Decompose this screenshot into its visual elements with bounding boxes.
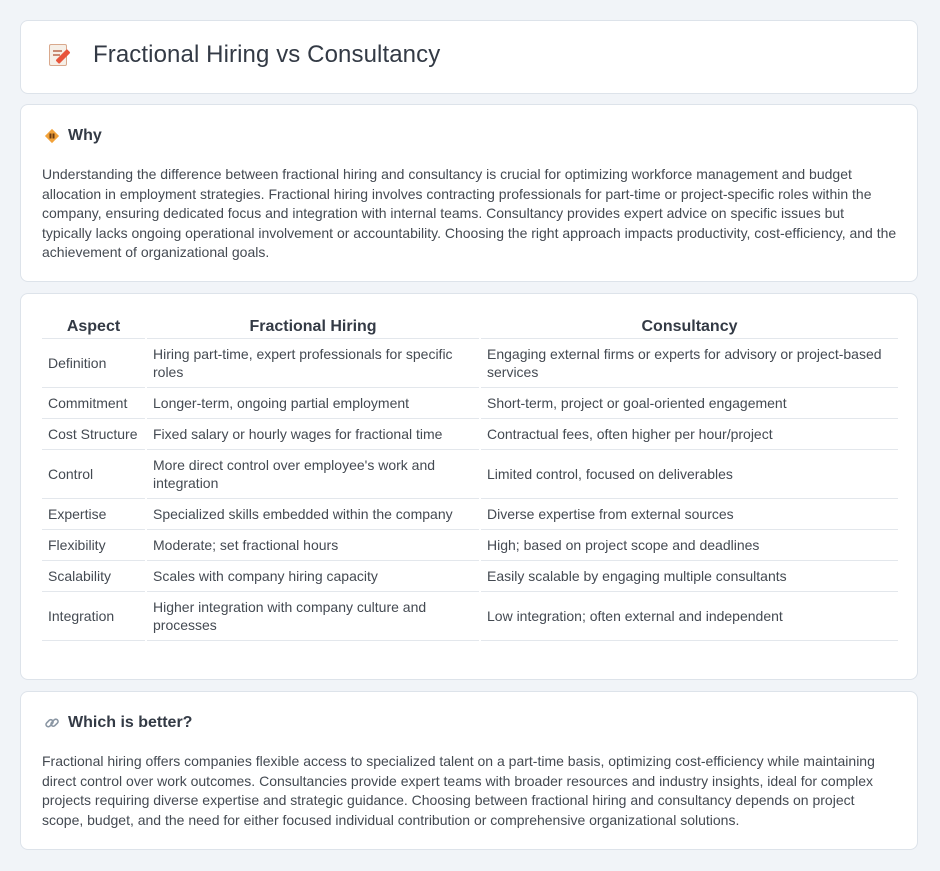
row-aspect: Flexibility [42,530,146,561]
row-fractional: Moderate; set fractional hours [146,530,480,561]
row-aspect: Scalability [42,561,146,592]
which-is-better-section [20,691,918,850]
document-pencil-icon [47,42,69,68]
table-row [42,339,898,388]
table-row [42,561,898,592]
comparison-table [42,316,898,641]
row-consultancy: Contractual fees, often higher per hour/project [480,419,898,450]
table-header-row [42,316,898,339]
row-fractional: Fixed salary or hourly wages for fractional time [146,419,480,450]
header-consultancy: Consultancy [480,316,898,339]
why-section [20,104,918,282]
row-fractional: Hiring part-time, expert professionals for specific roles [146,339,480,388]
row-consultancy: Engaging external firms or experts for advisory or project-based services [480,339,898,388]
table-row [42,450,898,499]
row-consultancy: Diverse expertise from external sources [480,499,898,530]
table-row [42,419,898,450]
row-fractional: Higher integration with company culture and processes [146,592,480,641]
row-consultancy: Limited control, focused on deliverables [480,450,898,499]
better-paragraph: Fractional hiring offers companies flexible access to specialized talent on a part-time basis, optimizing cost-efficiency while maintaining direct control over work outcomes. Consultancies provide expert teams with broader resources and industry insights, ideal for complex projects requiring diverse expertise and strategic guidance. Choosing between fractional hiring and consultancy depends on project scope, budget, and the need for either focused individual contribution or comprehensive organizational solutions. [42,753,875,828]
row-consultancy: Short-term, project or goal-oriented engagement [480,388,898,419]
header-fractional-hiring: Fractional Hiring [146,316,480,339]
table-row [42,592,898,641]
row-fractional: Longer-term, ongoing partial employment [146,388,480,419]
why-heading [43,127,102,145]
row-consultancy: Easily scalable by engaging multiple consultants [480,561,898,592]
header-aspect: Aspect [42,316,146,339]
row-fractional: Scales with company hiring capacity [146,561,480,592]
row-aspect: Commitment [42,388,146,419]
table-row [42,530,898,561]
why-title: Why [68,127,102,144]
table-row [42,499,898,530]
link-icon [43,714,61,732]
row-fractional: Specialized skills embedded within the company [146,499,480,530]
row-aspect: Cost Structure [42,419,146,450]
row-aspect: Integration [42,592,146,641]
row-fractional: More direct control over employee's work and integration [146,450,480,499]
table-row [42,388,898,419]
diamond-warning-icon [43,127,61,145]
comparison-section [20,293,918,680]
header-card [20,20,918,94]
title-row [47,41,440,69]
row-consultancy: Low integration; often external and independent [480,592,898,641]
page-title: Fractional Hiring vs Consultancy [93,41,441,68]
better-title: Which is better? [68,714,193,731]
better-heading [43,714,192,732]
row-consultancy: High; based on project scope and deadlines [480,530,898,561]
row-aspect: Expertise [42,499,146,530]
why-paragraph: Understanding the difference between fractional hiring and consultancy is crucial for optimizing workforce management and budget allocation in employment strategies. Fractional hiring involves contracting professionals for part-time or project-specific roles within the company, ensuring dedicated focus and integration with internal teams. Consultancy provides expert advice on specific issues but typically lacks ongoing operational involvement or accountability. Choosing the right approach impacts productivity, cost-efficiency, and the achievement of organizational goals. [42,166,897,261]
row-aspect: Control [42,450,146,499]
row-aspect: Definition [42,339,146,388]
